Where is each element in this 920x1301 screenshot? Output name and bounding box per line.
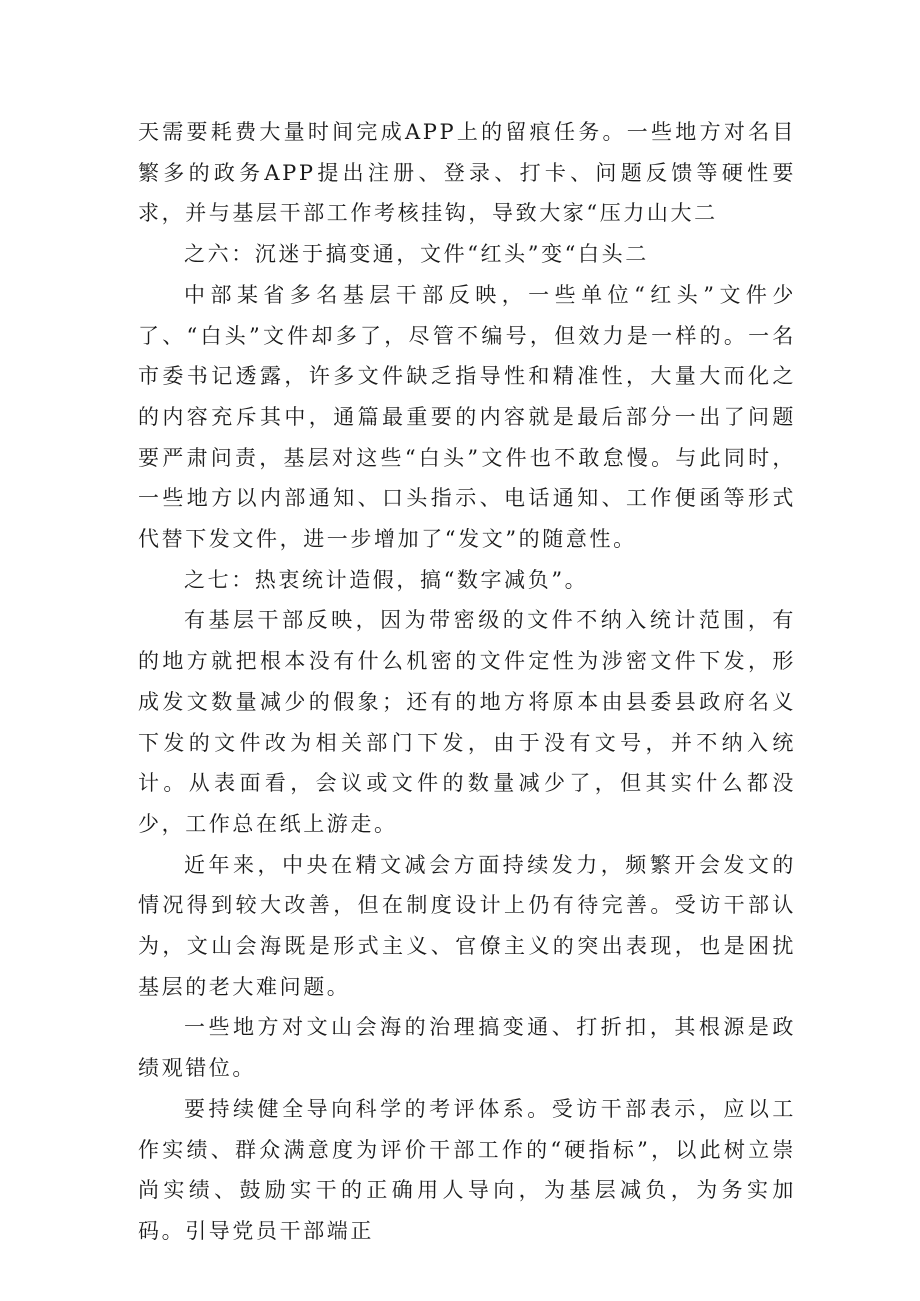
paragraph: 有基层干部反映，因为带密级的文件不纳入统计范围，有的地方就把根本没有什么机密的文件定性为涉密文件下发，形成发文数量减少的假象；还有的地方将原本由县委县政府名义下发的文件改为相关部门下发，由于没有文号，并不纳入统计。从表面看，会议或文件的数量减少了，但其实什么都没少，工作总在纸上游走。 bbox=[138, 608, 796, 836]
paragraph: 一些地方对文山会海的治理搞变通、打折扣，其根源是政绩观错位。 bbox=[138, 1015, 796, 1081]
section-heading-six: 之六：沉迷于搞变通，文件“红头”变“白头二 bbox=[184, 242, 649, 267]
paragraph-continuation: 天需要耗费大量时间完成APP上的留痕任务。一些地方对名目繁多的政务APP提出注册、登录、打卡、问题反馈等硬性要求，并与基层干部工作考核挂钩，导致大家“压力山大二 bbox=[138, 120, 796, 226]
document-body bbox=[138, 112, 796, 1252]
paragraph: 近年来，中央在精文减会方面持续发力，频繁开会发文的情况得到较大改善，但在制度设计上仍有待完善。受访干部认为，文山会海既是形式主义、官僚主义的突出表现，也是困扰基层的老大难问题。 bbox=[138, 852, 796, 999]
section-heading-seven: 之七：热衷统计造假，搞“数字减负”。 bbox=[184, 567, 589, 592]
paragraph: 中部某省多名基层干部反映，一些单位“红头”文件少了、“白头”文件却多了，尽管不编号，但效力是一样的。一名市委书记透露，许多文件缺乏指导性和精准性，大量大而化之的内容充斥其中，通篇最重要的内容就是最后部分一出了问题要严肃问责，基层对这些“白头”文件也不敢怠慢。与此同时，一些地方以内部通知、口头指示、电话通知、工作便函等形式代替下发文件，进一步增加了“发文”的随意性。 bbox=[138, 282, 796, 552]
paragraph: 要持续健全导向科学的考评体系。受访干部表示，应以工作实绩、群众满意度为评价干部工作的“硬指标”，以此树立崇尚实绩、鼓励实干的正确用人导向，为基层减负，为务实加码。引导党员干部端正 bbox=[138, 1096, 796, 1243]
